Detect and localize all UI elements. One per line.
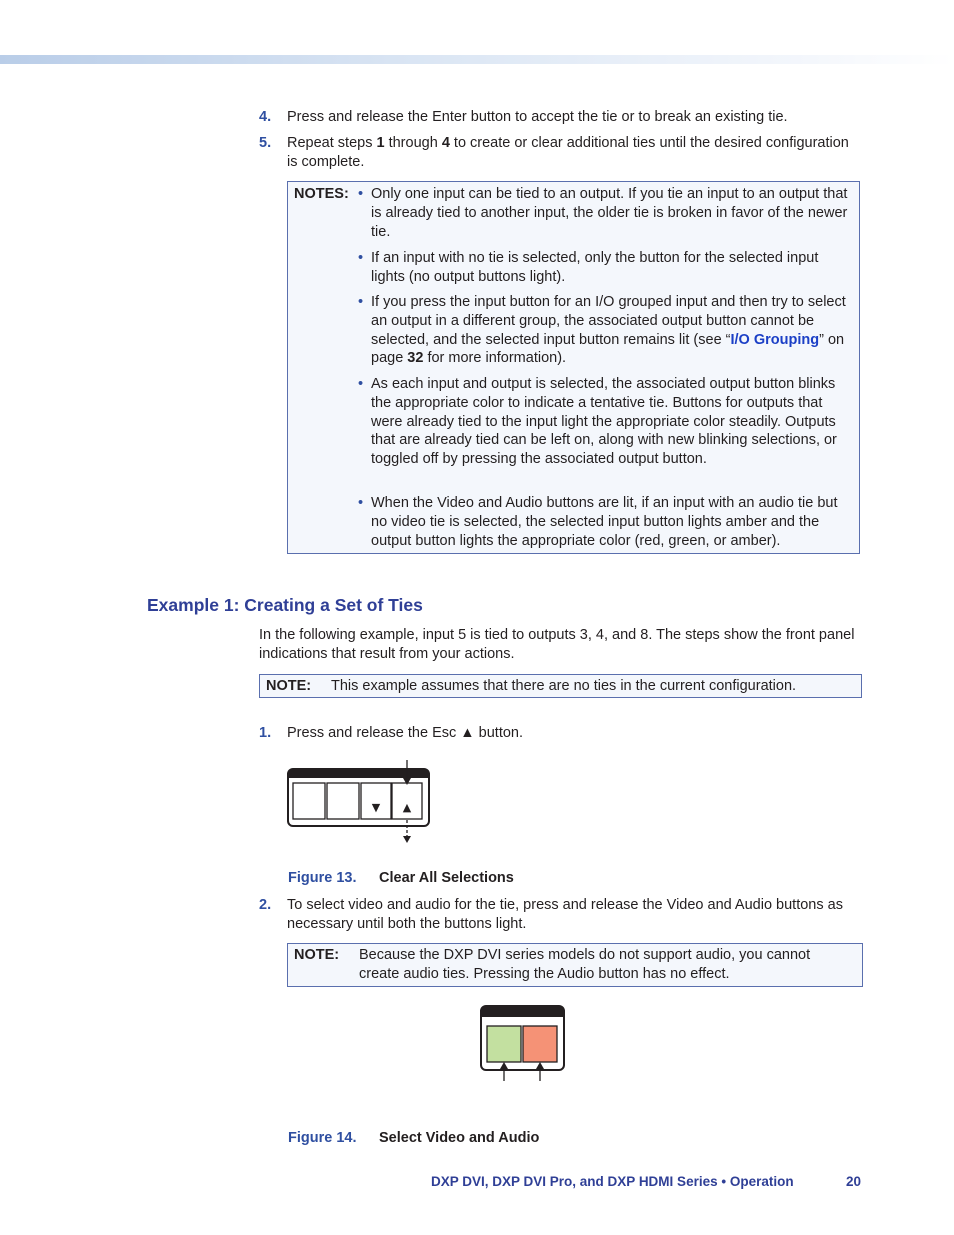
note-label: NOTE:: [266, 678, 312, 694]
bullet-icon: •: [358, 495, 364, 511]
bullet-icon: •: [358, 250, 364, 266]
audio-button[interactable]: [523, 1026, 557, 1062]
notes-item: • Only one input can be tied to an output. If you tie an input to an output that is already tied to another input, the older tie is broken in favor of the newer tie.: [358, 186, 848, 240]
step-text: Press and release the Enter button to accept the tie or to break an existing tie.: [287, 109, 788, 125]
io-grouping-link[interactable]: I/O Grouping: [730, 331, 820, 348]
step-number: 1.: [259, 725, 272, 741]
figure-14-panel: [478, 1003, 568, 1085]
step-text: Repeat steps 1 through 4 to create or clear additional ties until the desired configuration is complete.: [287, 135, 849, 170]
footer-title: DXP DVI, DXP DVI Pro, and DXP HDMI Series • Operation: [431, 1174, 794, 1189]
bullet-icon: •: [358, 376, 364, 392]
up-arrow-icon: ▲: [402, 801, 412, 814]
step-5: [259, 134, 859, 172]
notes-item: • If an input with no tie is selected, only the button for the selected input lights (no output buttons light).: [358, 250, 819, 285]
figure-14-caption: Figure 14. Select Video and Audio: [288, 1130, 540, 1146]
step-text: Press and release the Esc ▲ button.: [287, 725, 524, 741]
note-box: [259, 674, 862, 698]
note-text: This example assumes that there are no ties in the current configuration.: [331, 678, 797, 694]
step-number: 4.: [259, 109, 272, 125]
note-label: NOTE:: [294, 947, 340, 963]
page-number: 20: [846, 1174, 862, 1189]
section-heading: Example 1: Creating a Set of Ties: [147, 595, 423, 615]
figure-13-caption: Figure 13. Clear All Selections: [288, 870, 514, 886]
video-button[interactable]: [487, 1026, 521, 1062]
step-number: 5.: [259, 135, 272, 151]
step-4: [259, 108, 859, 127]
step-number: 2.: [259, 897, 272, 913]
bullet-icon: •: [358, 186, 364, 202]
figure-13-panel: [285, 758, 435, 846]
header-gradient-bar: [0, 55, 954, 64]
intro-paragraph: In the following example, input 5 is tied to outputs 3, 4, and 8. The steps show the front panel indications that result from your actions.: [259, 627, 855, 662]
note-box: [287, 943, 863, 987]
notes-item: • When the Video and Audio buttons are lit, if an input with an audio tie but no video tie is selected, the selected input button lights amber and the output button lights the appropriate color (red, green, or amber).: [358, 495, 838, 549]
bullet-icon: •: [358, 294, 364, 310]
step-2: [259, 896, 859, 934]
step-text: To select video and audio for the tie, press and release the Video and Audio buttons as necessary until both the buttons light.: [287, 897, 843, 932]
step-1: [259, 724, 859, 743]
notes-item: • If you press the input button for an I/O grouped input and then try to select an output in a different group, the associated output button cannot be selected, and the selected input button remains lit (see “I/O Grouping” on page 32 for more information).: [358, 294, 846, 367]
notes-box: [287, 181, 860, 554]
notes-label: NOTES:: [294, 186, 349, 202]
notes-item: • As each input and output is selected, the associated output button blinks the appropriate color to indicate a tentative tie. Buttons for outputs that were already tied to the input light the appropriate color steadily. Outputs that are already tied can be left on, along with new blinking selections, or toggled off by pressing the associated output button.: [358, 376, 837, 468]
down-arrow-icon: ▼: [371, 801, 381, 814]
note-text: Because the DXP DVI series models do not support audio, you cannot create audio ties. Pressing the Audio button has no effect.: [359, 947, 811, 982]
